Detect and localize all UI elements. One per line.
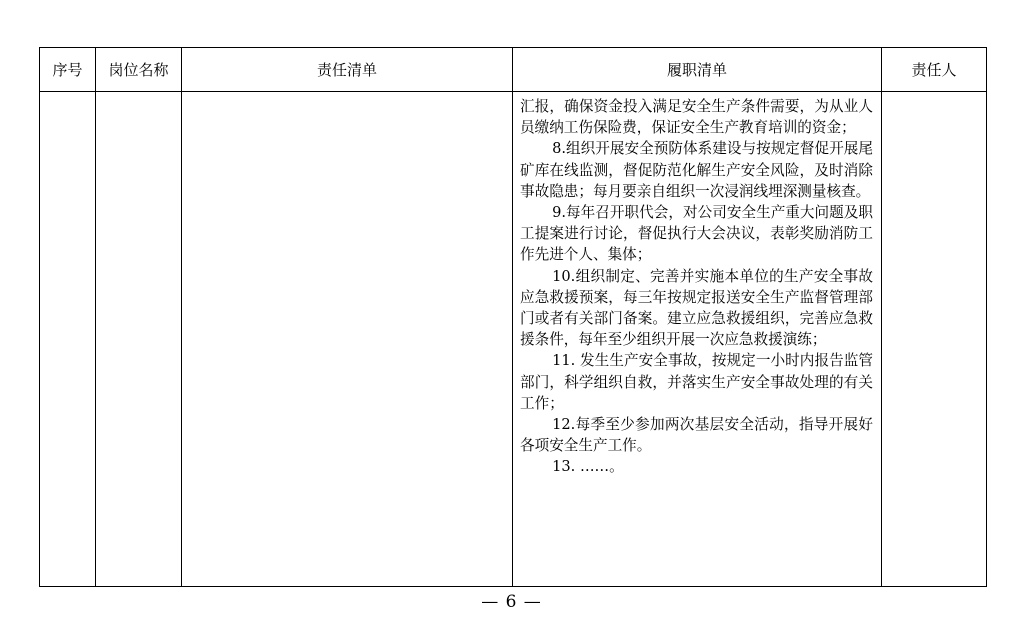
cell-responsible-person — [882, 92, 987, 587]
performance-item-13: 13. ……。 — [552, 458, 624, 476]
header-responsibility-list: 责任清单 — [182, 48, 513, 92]
cell-performance-list — [513, 92, 882, 587]
performance-item-10: 10.组织制定、完善并实施本单位的生产安全事故应急救援预案，每三年按规定报送安全生产监督管理部门或者有关部门备案。建立应急救援组织，完善应急救援条件，每年至少组织开展一次应急救援演练； — [520, 267, 873, 349]
header-performance-list: 履职清单 — [513, 48, 882, 92]
header-seq: 序号 — [40, 48, 96, 92]
table-row — [40, 92, 987, 587]
performance-item-9: 9.每年召开职代会，对公司安全生产重大问题及职工提案进行讨论，督促执行大会决议，表彰奖励消防工作先进个人、集体； — [520, 204, 873, 264]
performance-item-11: 11. 发生生产安全事故，按规定一小时内报告监管部门，科学组织自救，并落实生产安全事故处理的有关工作； — [520, 352, 873, 412]
cell-responsibility-list — [182, 92, 513, 587]
performance-item-12: 12.每季至少参加两次基层安全活动，指导开展好各项安全生产工作。 — [520, 416, 873, 455]
page-number: — 6 — — [481, 592, 542, 612]
duty-table — [39, 47, 987, 587]
header-row — [40, 48, 987, 92]
performance-item-continued: 汇报，确保资金投入满足安全生产条件需要，为从业人员缴纳工伤保险费，保证安全生产教育培训的资金； — [520, 98, 873, 137]
cell-post-name — [96, 92, 182, 587]
header-post-name: 岗位名称 — [96, 48, 182, 92]
performance-item-8: 8.组织开展安全预防体系建设与按规定督促开展尾矿库在线监测，督促防范化解生产安全风险，及时消除事故隐患；每月要亲自组织一次浸润线埋深测量核查。 — [520, 140, 873, 200]
header-responsible-person: 责任人 — [882, 48, 987, 92]
cell-seq — [40, 92, 96, 587]
